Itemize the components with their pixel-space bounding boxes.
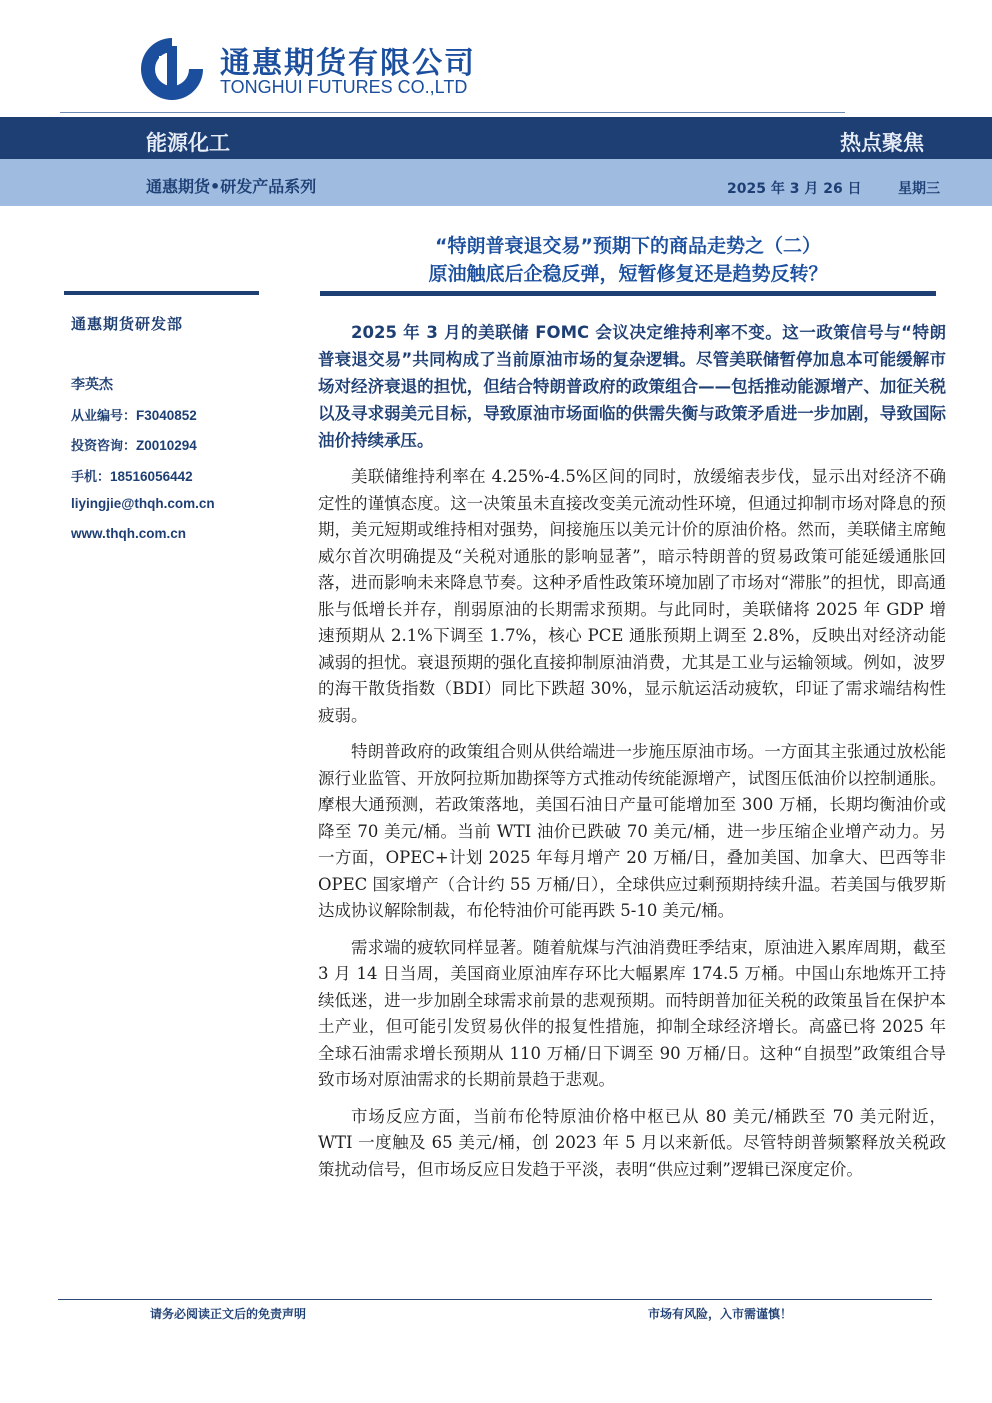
tonghui-logo-icon bbox=[137, 34, 207, 104]
report-weekday: 星期三 bbox=[898, 181, 940, 197]
license-label: 从业编号： bbox=[71, 409, 137, 424]
lead-paragraph: 2025 年 3 月的美联储 FOMC 会议决定维持利率不变。这一政策信号与“特朗普衰退交易”共同构成了当前原油市场的复杂逻辑。尽管美联储暂停加息本可能缓解市场对经济衰退的担忧，但结合特朗普政府的政策组合——包括推动能源增产、加征关税以及寻求弱美元目标，导致原油市场面临的供需失衡与政策矛盾进一步加剧，导致国际油价持续承压。 bbox=[318, 323, 946, 450]
title-divider bbox=[320, 291, 936, 296]
footer-divider bbox=[58, 1299, 932, 1300]
research-department: 通惠期货研发部 bbox=[71, 315, 184, 333]
company-name-cn: 通惠期货有限公司 bbox=[220, 46, 476, 81]
company-logo bbox=[137, 34, 207, 104]
body-paragraph: 需求端的疲软同样显著。随着航煤与汽油消费旺季结束，原油进入累库周期，截至 3 月 14 日当周，美国商业原油库存环比大幅累库 174.5 万桶。中国山东地炼开工持续低迷，进一步加剧全球需求前景的悲观预期。而特朗普加征关税的政策虽旨在保护本土产业，但可能引发贸易伙伴的报复性措施，抑制全球经济增长。高盛已将 2025 年全球石油需求增长预期从 110 万桶/日下调至 90 万桶/日。这种“自损型”政策组合导致市场对原油需求的长期前景趋于悲观。 bbox=[318, 937, 946, 1089]
consult-label: 投资咨询： bbox=[71, 439, 137, 454]
footer-disclaimer: 请务必阅读正文后的免责声明 bbox=[150, 1307, 307, 1321]
consult-row bbox=[71, 435, 197, 454]
company-website[interactable]: www.thqh.com.cn bbox=[71, 526, 187, 541]
author-email[interactable]: liyingjie@thqh.com.cn bbox=[71, 496, 215, 511]
report-category: 能源化工 bbox=[146, 131, 230, 155]
body-paragraph: 特朗普政府的政策组合则从供给端进一步施压原油市场。一方面其主张通过放松能源行业监管、开放阿拉斯加勘探等方式推动传统能源增产，试图压低油价以控制通胀。摩根大通预测，若政策落地，美国石油日产量可能增加至 300 万桶，长期均衡油价或降至 70 美元/桶。当前 WTI 油价已跌破 70 美元/桶，进一步压缩企业增产动力。另一方面，OPEC+计划 2025 年每月增产 20 万桶/日，叠加美国、加拿大、巴西等非 OPEC 国家增产（合计约 55 万桶/日），全球供应过剩预期持续升温。若美国与俄罗斯达成协议解除制裁，布伦特油价可能再跌 5-10 美元/桶。 bbox=[318, 742, 946, 920]
author-name: 李英杰 bbox=[71, 377, 113, 393]
phone-label: 手机： bbox=[71, 470, 111, 485]
report-body bbox=[318, 319, 946, 1193]
report-title-line-1: “特朗普衰退交易”预期下的商品走势之（二） bbox=[435, 235, 821, 257]
report-title-line-2: 原油触底后企稳反弹，短暂修复还是趋势反转？ bbox=[428, 263, 828, 285]
report-tag: 热点聚焦 bbox=[840, 131, 924, 155]
footer-risk-warning: 市场有风险，入市需谨慎！ bbox=[648, 1307, 793, 1321]
body-paragraph: 市场反应方面，当前布伦特原油价格中枢已从 80 美元/桶跌至 70 美元附近，WTI 一度触及 65 美元/桶，创 2023 年 5 月以来新低。尽管特朗普频繁释放关税政策扰动信号，但市场反应日发趋于平淡，表明“供应过剩”逻辑已深度定价。 bbox=[318, 1106, 946, 1179]
header-divider bbox=[60, 112, 845, 113]
license-value: F3040852 bbox=[136, 408, 197, 423]
phone-value: 18516056442 bbox=[110, 469, 193, 484]
sidebar-divider bbox=[64, 291, 259, 295]
consult-value: Z0010294 bbox=[136, 438, 197, 453]
report-series: 通惠期货•研发产品系列 bbox=[146, 177, 317, 196]
report-date: 2025 年 3 月 26 日 bbox=[727, 181, 862, 197]
license-row bbox=[71, 405, 197, 424]
body-paragraph: 美联储维持利率在 4.25%-4.5%区间的同时，放缓缩表步伐，显示出对经济不确定性的谨慎态度。这一决策虽未直接改变美元流动性环境，但通过抑制市场对降息的预期，美元短期或维持相对强势，间接施压以美元计价的原油价格。然而，美联储主席鲍威尔首次明确提及“关税对通胀的影响显著”，暗示特朗普的贸易政策可能延缓通胀回落，进而影响未来降息节奏。这种矛盾性政策环境加剧了市场对“滞胀”的担忧，即高通胀与低增长并存，削弱原油的长期需求预期。与此同时，美联储将 2025 年 GDP 增速预期从 2.1%下调至 1.7%，核心 PCE 通胀预期上调至 2.8%，反映出对经济动能减弱的担忧。衰退预期的强化直接抑制原油消费，尤其是工业与运输领域。例如，波罗的海干散货指数（BDI）同比下跌超 30%，显示航运活动疲软，印证了需求端结构性疲弱。 bbox=[318, 467, 946, 725]
phone-row bbox=[71, 466, 193, 485]
company-name-en: TONGHUI FUTURES CO.,LTD bbox=[220, 77, 468, 97]
